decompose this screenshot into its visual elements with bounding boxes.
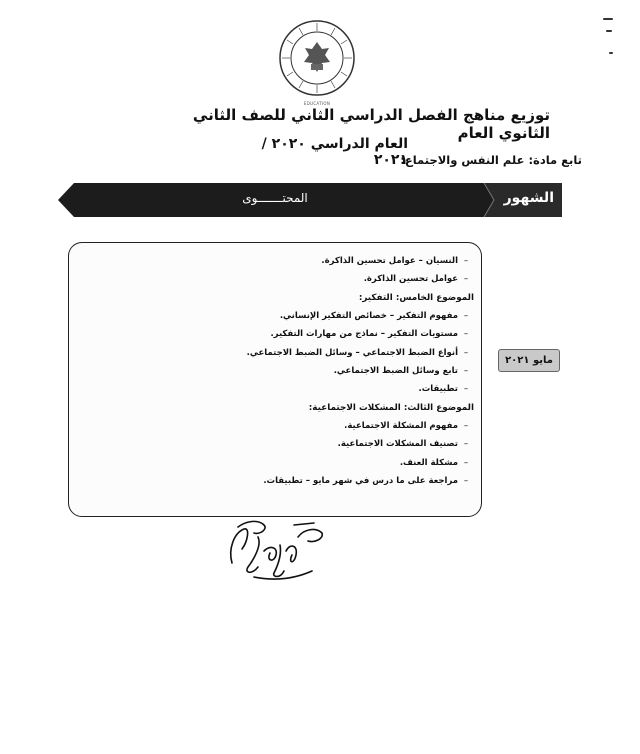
bullet-dash: – (463, 366, 469, 377)
list-item (240, 344, 474, 362)
topic-heading-text: الموضوع الثالث: المشكلات الاجتماعية: (308, 402, 474, 413)
handwritten-signature-icon (224, 515, 328, 585)
list-item-text: مفهوم التفكير – خصائص التفكير الإنساني. (279, 311, 458, 322)
months-column-header: الشهور (503, 190, 554, 206)
bullet-dash: – (463, 476, 469, 487)
list-item (240, 454, 474, 472)
scan-mark (606, 30, 612, 32)
topic-heading-text: الموضوع الخامس: التفكير: (358, 292, 474, 303)
content-list (240, 252, 474, 490)
ministry-seal-icon (277, 18, 357, 98)
topic-heading (240, 289, 474, 307)
list-item (240, 325, 474, 343)
list-item-text: مستويات التفكير – نماذج من مهارات التفكير. (270, 329, 458, 340)
list-item (240, 417, 474, 435)
list-item-text: عوامل تحسين الذاكرة. (363, 274, 458, 285)
list-item (240, 307, 474, 325)
list-item-text: النسيان – عوامل تحسين الذاكرة. (321, 256, 458, 266)
list-item-text: أنواع الضبط الاجتماعي – وسائل الضبط الاجتماعي. (246, 347, 458, 358)
bullet-dash: – (463, 311, 469, 322)
bullet-dash: – (463, 384, 469, 395)
document-title: توزيع مناهج الفصل الدراسي الثاني للصف الثاني الثانوي العام (192, 106, 550, 142)
list-item-text: تطبيقات. (418, 384, 458, 395)
bullet-dash: – (463, 256, 469, 266)
list-item (240, 380, 474, 398)
list-item-text: مشكلة العنف. (399, 457, 458, 468)
list-item (240, 472, 474, 490)
list-item (240, 435, 474, 453)
bullet-dash: – (463, 439, 469, 450)
academic-year: العام الدراسي ٢٠٢٠ / ٢٠٢١ (261, 136, 408, 168)
topic-heading (240, 399, 474, 417)
list-item (240, 270, 474, 288)
bullet-dash: – (463, 274, 469, 285)
bullet-dash: – (463, 347, 469, 358)
seal-caption: EDUCATION (303, 101, 331, 106)
month-cell: مايو ٢٠٢١ (498, 349, 560, 372)
content-column-header: المحتـــــــوى (242, 191, 308, 205)
list-item-text: مفهوم المشكلة الاجتماعية. (344, 421, 458, 432)
list-item (240, 252, 474, 270)
bullet-dash: – (463, 421, 469, 432)
list-item-text: مراجعة على ما درس في شهر مايو – تطبيقات. (263, 476, 458, 487)
list-item-text: تابع وسائل الضبط الاجتماعي. (333, 366, 458, 377)
bullet-dash: – (463, 329, 469, 340)
subject-line: تابع مادة: علم النفس والاجتماع: (400, 153, 582, 167)
bullet-dash: – (463, 457, 469, 468)
list-item-text: تصنيف المشكلات الاجتماعية. (337, 439, 458, 450)
scan-mark (609, 52, 613, 54)
list-item (240, 362, 474, 380)
scan-mark (603, 18, 613, 20)
